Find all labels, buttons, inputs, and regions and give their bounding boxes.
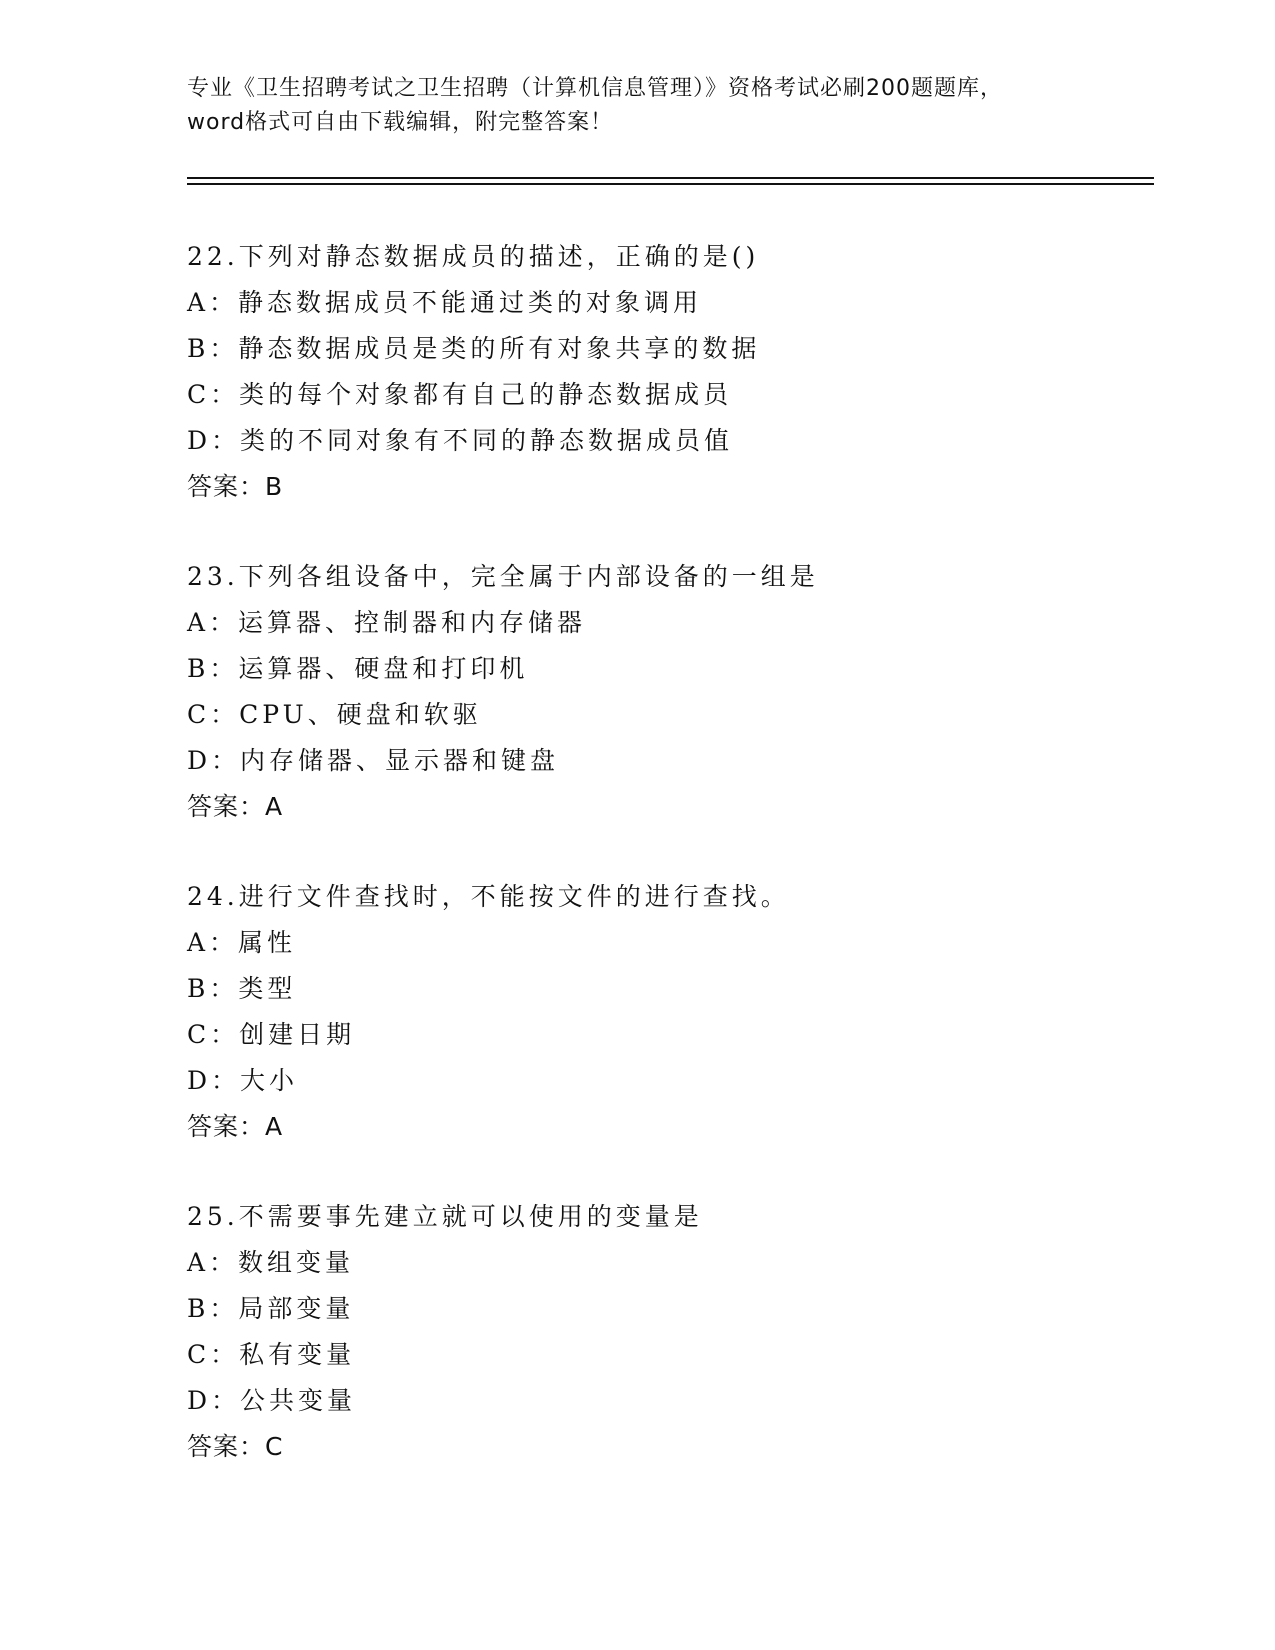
document-header [187,72,1087,140]
option-b: B：类型 [187,974,297,1003]
option-d: D：大小 [187,1066,299,1095]
option-d: D：类的不同对象有不同的静态数据成员值 [187,426,734,455]
header-subtitle-line: word格式可自由下载编辑，附完整答案！ [187,110,614,135]
option-a: A：运算器、控制器和内存储器 [187,608,587,637]
option-d: D：公共变量 [187,1386,357,1415]
option-a: A：静态数据成员不能通过类的对象调用 [187,288,703,317]
answer-line: 答案：A [187,1112,284,1141]
question-23 [187,554,1147,830]
answer-line: 答案：B [187,472,284,501]
option-b: B：静态数据成员是类的所有对象共享的数据 [187,334,761,363]
option-b: B：运算器、硬盘和打印机 [187,654,529,683]
question-22 [187,234,1147,510]
header-title-line: 专业《卫生招聘考试之卫生招聘（计算机信息管理）》资格考试必刷200题题库， [187,76,1003,101]
option-a: A：数组变量 [187,1248,355,1277]
question-stem: 25.不需要事先建立就可以使用的变量是 [187,1202,703,1231]
answer-line: 答案：C [187,1432,284,1461]
question-24 [187,874,1147,1150]
question-25 [187,1194,1147,1470]
option-b: B：局部变量 [187,1294,355,1323]
option-c: C：CPU、硬盘和软驱 [187,700,482,729]
question-stem: 22.下列对静态数据成员的描述，正确的是() [187,242,760,271]
question-stem: 23.下列各组设备中，完全属于内部设备的一组是 [187,562,819,591]
option-c: C：类的每个对象都有自己的静态数据成员 [187,380,733,409]
option-c: C：私有变量 [187,1340,356,1369]
option-a: A：属性 [187,928,297,957]
header-divider-bottom [187,183,1154,185]
question-stem: 24.进行文件查找时，不能按文件的进行查找。 [187,882,790,911]
option-d: D：内存储器、显示器和键盘 [187,746,560,775]
header-divider-top [187,177,1154,179]
option-c: C：创建日期 [187,1020,356,1049]
answer-line: 答案：A [187,792,284,821]
